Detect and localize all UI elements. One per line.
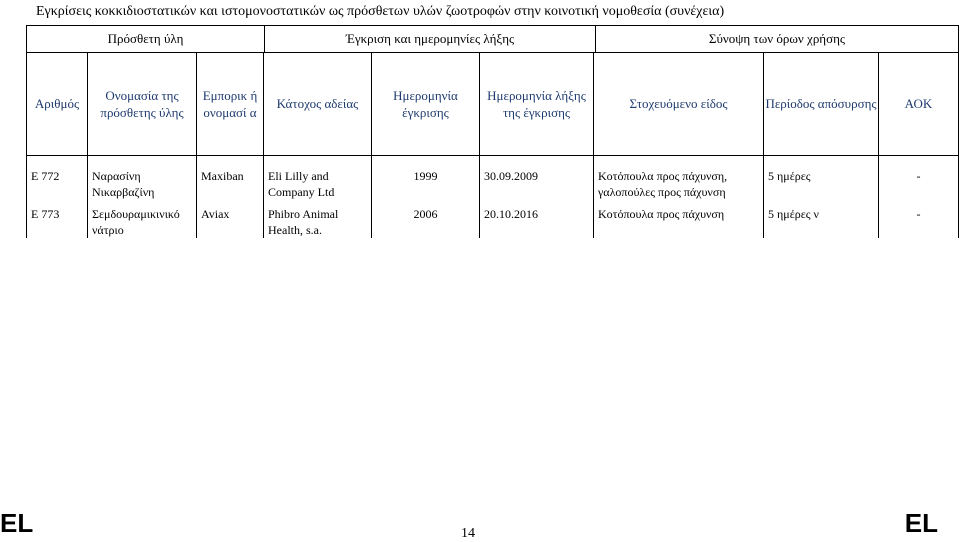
- group-approval: Έγκριση και ημερομηνίες λήξης: [265, 26, 596, 53]
- cell-approval-date: 1999: [372, 156, 480, 201]
- group-additive: Πρόσθετη ύλη: [27, 26, 265, 53]
- cell-additive: Ναρασίνη Νικαρβαζίνη: [88, 156, 197, 201]
- cell-number: E 773: [27, 200, 88, 238]
- cell-withdrawal: 5 ημέρες: [764, 156, 879, 201]
- page-title: Εγκρίσεις κοκκιδιοστατικών και ιστομονοστατικών ως πρόσθετων υλών ζωοτροφών στην κοινοτική νομοθεσία (συνέχεια): [36, 4, 725, 19]
- cell-mrl: -: [879, 156, 959, 201]
- page-number: 14: [461, 526, 475, 541]
- header-target-species: Στοχευόμενο είδος: [594, 52, 764, 156]
- header-row: [27, 52, 959, 156]
- additives-table: [26, 52, 959, 238]
- cell-additive: Σεμδουραμικινικό νάτριο: [88, 200, 197, 238]
- group-conditions: Σύνοψη των όρων χρήσης: [596, 26, 959, 53]
- header-approval-date: Ημερομηνία έγκρισης: [372, 52, 480, 156]
- cell-mrl: -: [879, 200, 959, 238]
- cell-number: E 772: [27, 156, 88, 201]
- cell-trade-name: Aviax: [197, 200, 264, 238]
- language-code-left: EL: [0, 508, 34, 538]
- table-row: [27, 200, 959, 238]
- header-holder: Κάτοχος αδείας: [264, 52, 372, 156]
- column-group-header: [26, 25, 959, 53]
- cell-holder: Eli Lilly and Company Ltd: [264, 156, 372, 201]
- cell-trade-name: Maxiban: [197, 156, 264, 201]
- cell-holder: Phibro Animal Health, s.a.: [264, 200, 372, 238]
- language-code-right: EL: [904, 508, 938, 538]
- cell-withdrawal: 5 ημέρες ν: [764, 200, 879, 238]
- header-additive: Ονομασία της πρόσθετης ύλης: [88, 52, 197, 156]
- cell-target-species: Κοτόπουλα προς πάχυνση: [594, 200, 764, 238]
- header-mrl: ΑΟΚ: [879, 52, 959, 156]
- cell-expiry-date: 30.09.2009: [480, 156, 594, 201]
- cell-approval-date: 2006: [372, 200, 480, 238]
- table-row: [27, 156, 959, 201]
- cell-expiry-date: 20.10.2016: [480, 200, 594, 238]
- cell-target-species: Κοτόπουλα προς πάχυνση, γαλοπούλες προς πάχυνση: [594, 156, 764, 201]
- header-expiry-date: Ημερομηνία λήξης της έγκρισης: [480, 52, 594, 156]
- header-trade-name: Εμπορικ ή ονομασί α: [197, 52, 264, 156]
- header-withdrawal: Περίοδος απόσυρσης: [764, 52, 879, 156]
- header-number: Αριθμός: [27, 52, 88, 156]
